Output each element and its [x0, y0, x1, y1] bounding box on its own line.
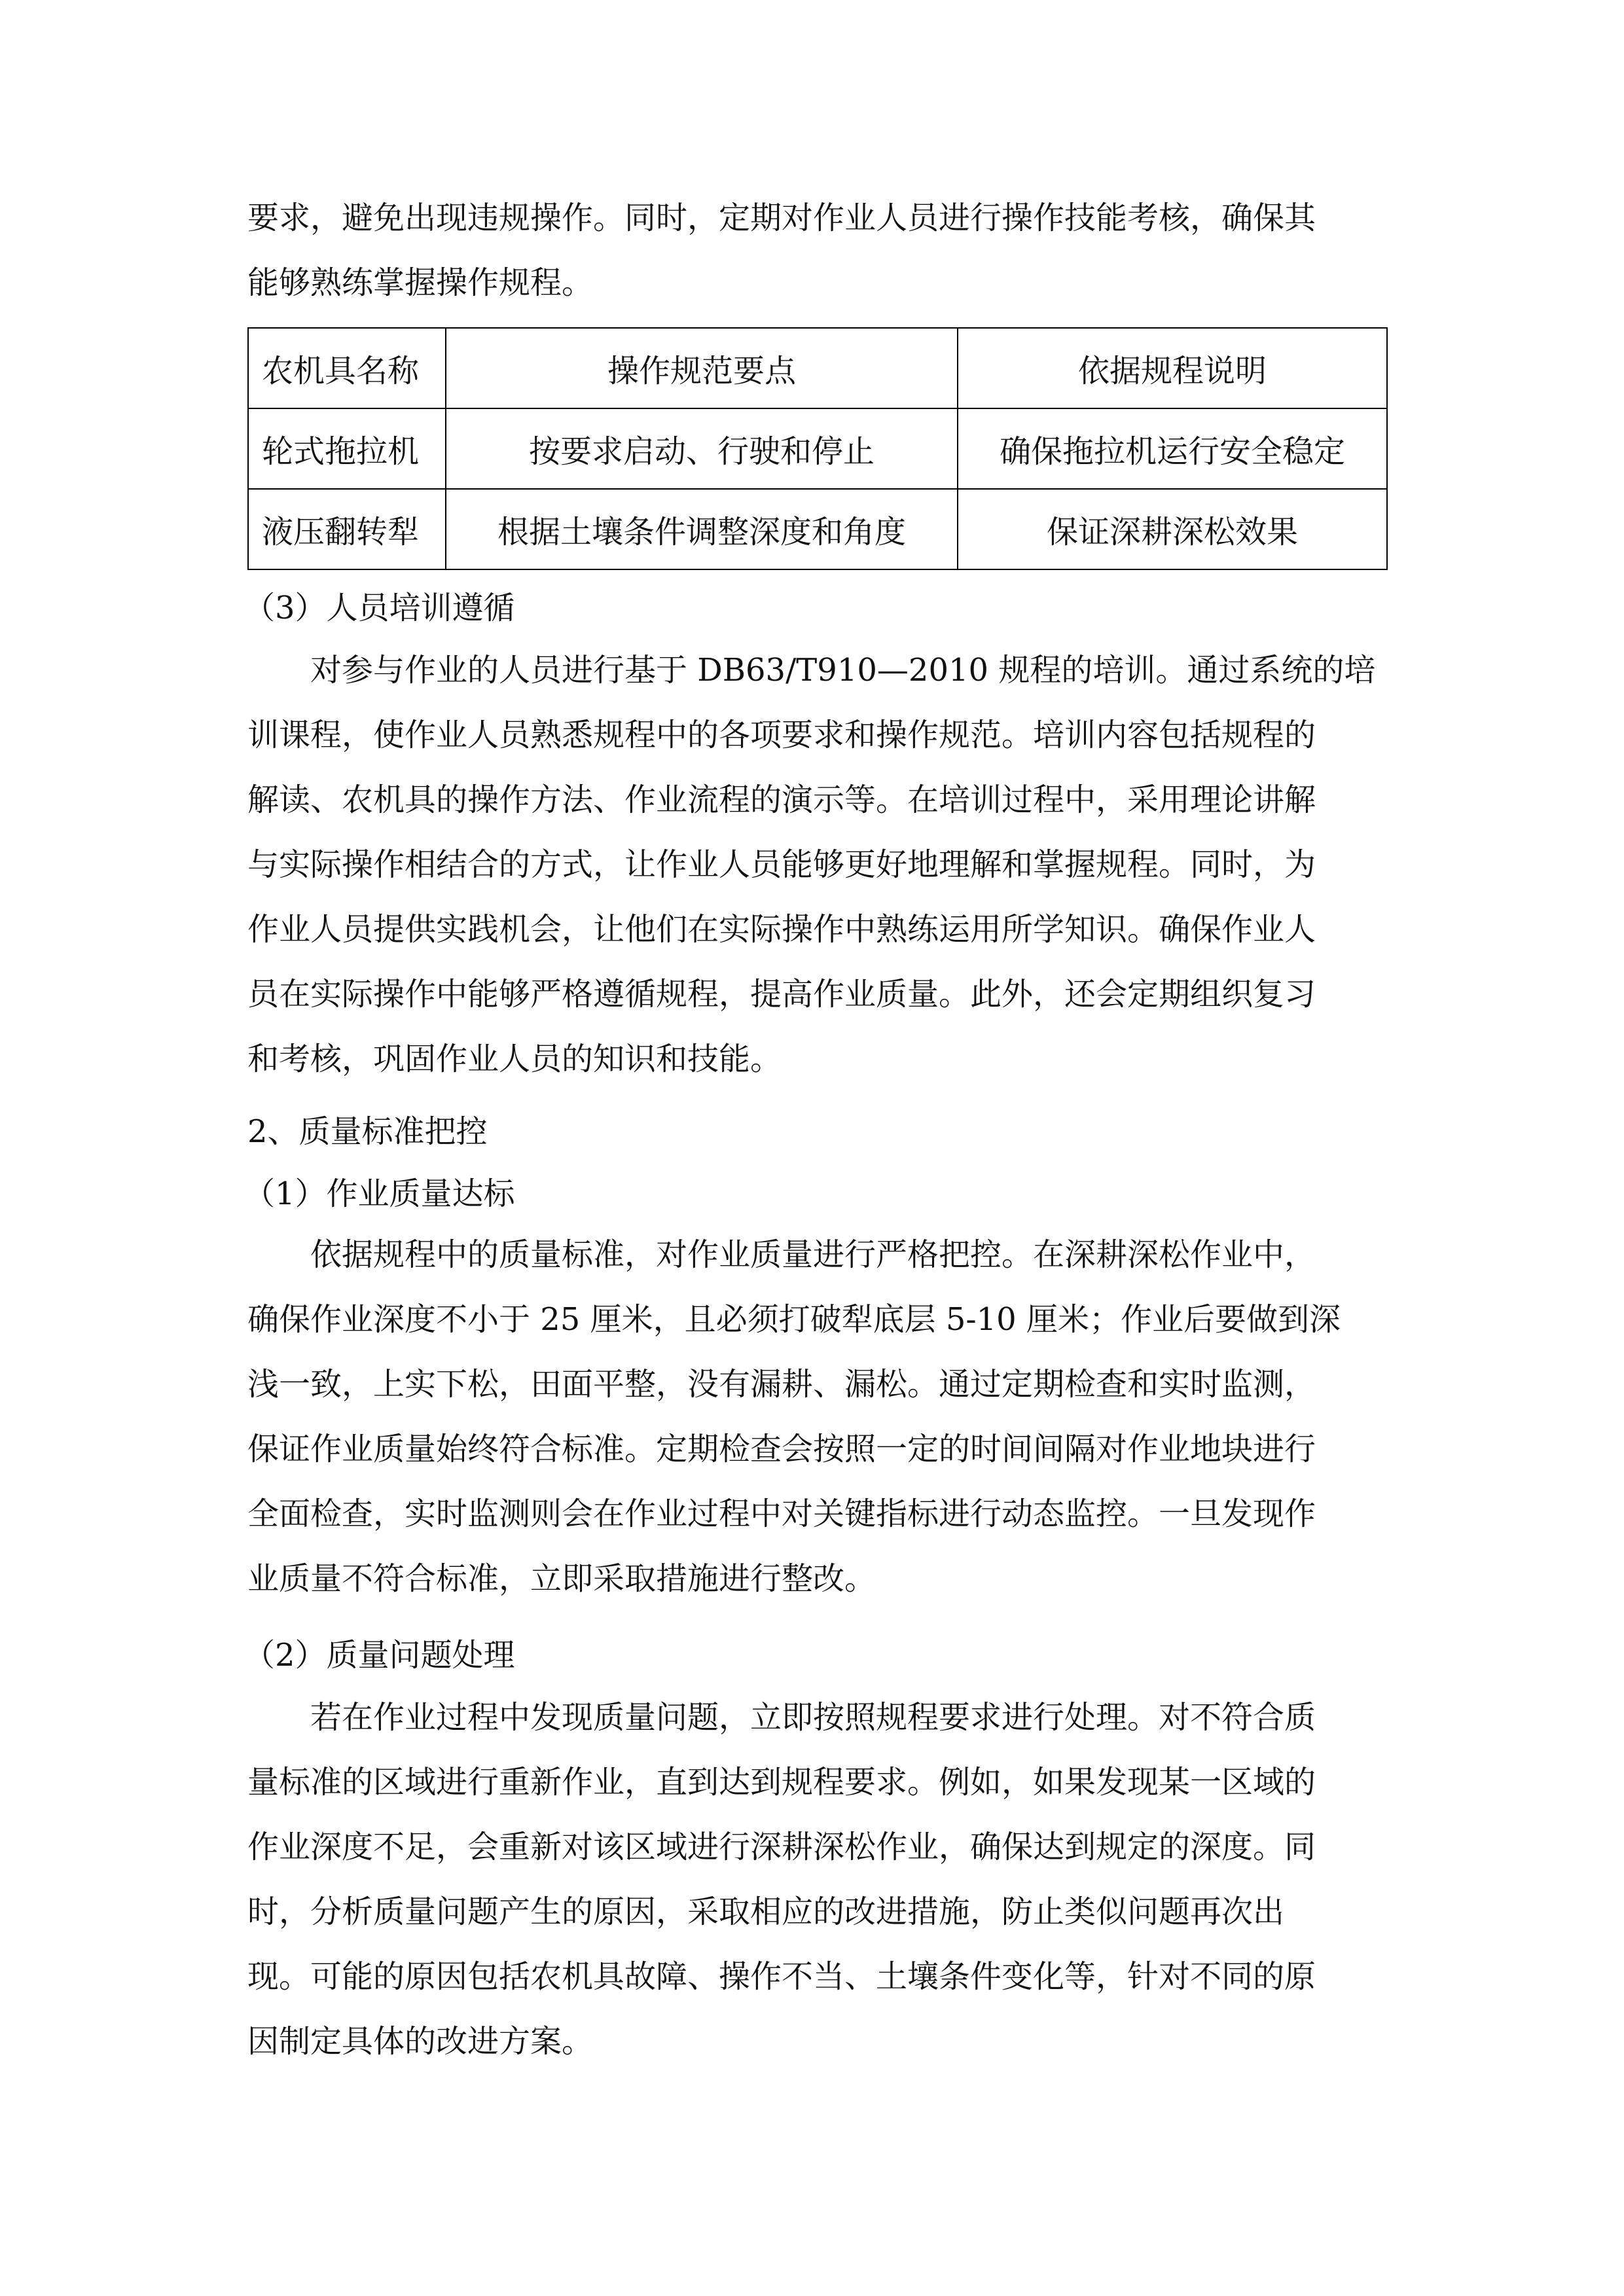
training-heading-block [244, 576, 1386, 641]
table-cell: 根据土壤条件调整深度和角度 [446, 489, 958, 569]
text-line: 确保作业深度不小于 25 厘米，且必须打破犁底层 5-10 厘米；作业后要做到深 [247, 1301, 1341, 1338]
text-line: 保证作业质量始终符合标准。定期检查会按照一定的时间间隔对作业地块进行 [247, 1431, 1316, 1467]
quality-sub1-heading-block [244, 1162, 1386, 1227]
table-cell: 液压翻转犁 [248, 489, 446, 569]
text-line: 作业人员提供实践机会，让他们在实际操作中熟练运用所学知识。确保作业人 [247, 911, 1316, 948]
machinery-table [247, 327, 1386, 570]
text-line: 业质量不符合标准，立即采取措施进行整改。 [247, 1560, 876, 1597]
subsection-heading: （2）质量问题处理 [244, 1637, 515, 1674]
text-line: 若在作业过程中发现质量问题，立即按照规程要求进行处理。对不符合质 [310, 1699, 1316, 1736]
text-line: 量标准的区域进行重新作业，直到达到规程要求。例如，如果发现某一区域的 [247, 1764, 1316, 1801]
subsection-heading: （1）作业质量达标 [244, 1175, 515, 1212]
text-line: 对参与作业的人员进行基于 DB63/T910—2010 规程的培训。通过系统的培 [310, 652, 1376, 689]
text-line: 因制定具体的改进方案。 [247, 2023, 594, 2060]
table-header-row [248, 328, 1387, 408]
quality-sub2-paragraph [247, 1685, 1386, 2074]
intro-paragraph [247, 186, 1386, 315]
table-row [248, 408, 1387, 489]
text-line: 解读、农机具的操作方法、作业流程的演示等。在培训过程中，采用理论讲解 [247, 781, 1316, 818]
table-cell: 保证深耕深松效果 [958, 489, 1387, 569]
text-line: 训课程，使作业人员熟悉规程中的各项要求和操作规范。培训内容包括规程的 [247, 717, 1316, 753]
table-cell: 确保拖拉机运行安全稳定 [958, 408, 1387, 489]
quality-sub2-heading-block [244, 1623, 1386, 1688]
quality-sub1-paragraph [247, 1223, 1386, 1611]
text-line: 与实际操作相结合的方式，让作业人员能够更好地理解和掌握规程。同时，为 [247, 846, 1316, 883]
text-line: 全面检查，实时监测则会在作业过程中对关键指标进行动态监控。一旦发现作 [247, 1496, 1316, 1532]
training-paragraph [247, 638, 1386, 1092]
text-line: 浅一致，上实下松，田面平整，没有漏耕、漏松。通过定期检查和实时监测， [247, 1366, 1316, 1403]
quality-heading-block [247, 1100, 1386, 1164]
table-header-cell: 依据规程说明 [958, 328, 1387, 408]
table-header-cell: 操作规范要点 [446, 328, 958, 408]
text-line: 时，分析质量问题产生的原因，采取相应的改进措施，防止类似问题再次出 [247, 1893, 1285, 1930]
section-heading: 2、质量标准把控 [247, 1113, 488, 1150]
text-line: 能够熟练掌握操作规程。 [247, 264, 594, 301]
text-line: 和考核，巩固作业人员的知识和技能。 [247, 1041, 782, 1077]
section-heading: （3）人员培训遵循 [244, 590, 515, 626]
table-header-cell: 农机具名称 [248, 328, 446, 408]
text-line: 要求，避免出现违规操作。同时，定期对作业人员进行操作技能考核，确保其 [247, 200, 1316, 236]
text-line: 作业深度不足，会重新对该区域进行深耕深松作业，确保达到规定的深度。同 [247, 1829, 1316, 1865]
table-cell: 轮式拖拉机 [248, 408, 446, 489]
table-cell: 按要求启动、行驶和停止 [446, 408, 958, 489]
text-line: 员在实际操作中能够严格遵循规程，提高作业质量。此外，还会定期组织复习 [247, 976, 1316, 1013]
text-line: 依据规程中的质量标准，对作业质量进行严格把控。在深耕深松作业中， [310, 1236, 1316, 1273]
text-line: 现。可能的原因包括农机具故障、操作不当、土壤条件变化等，针对不同的原 [247, 1958, 1316, 1995]
table-row [248, 489, 1387, 569]
